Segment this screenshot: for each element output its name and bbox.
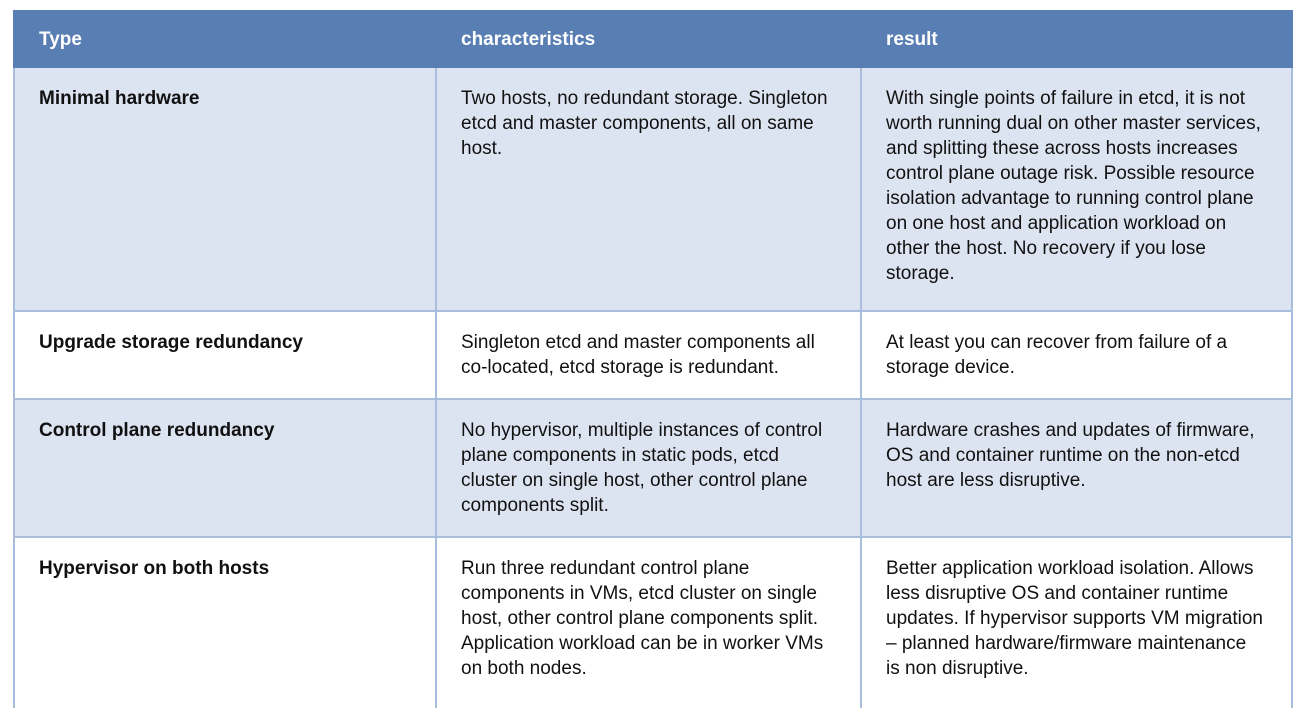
column-header-result: result	[861, 11, 1292, 67]
characteristics-cell: Singleton etcd and master components all co-located, etcd storage is redundant.	[436, 311, 861, 399]
result-cell: Hardware crashes and updates of firmware, OS and container runtime on the non-etcd host are less disruptive.	[861, 399, 1292, 537]
table-row-control-plane-redundancy	[14, 399, 1292, 537]
table-row-upgrade-storage-redundancy	[14, 311, 1292, 399]
type-cell: Control plane redundancy	[14, 399, 436, 537]
table-row-hypervisor-on-both-hosts	[14, 537, 1292, 708]
header-row	[14, 11, 1292, 67]
type-cell: Hypervisor on both hosts	[14, 537, 436, 708]
result-cell: Better application workload isolation. Allows less disruptive OS and container runtime updates. If hypervisor supports VM migration – planned hardware/firmware maintenance is non disruptive.	[861, 537, 1292, 708]
result-cell: With single points of failure in etcd, it is not worth running dual on other master services, and splitting these across hosts increases control plane outage risk. Possible resource isolation advantage to running control plane on one host and application workload on other the host. No recovery if you lose storage.	[861, 67, 1292, 311]
cluster-options-table	[13, 10, 1293, 708]
characteristics-cell: Two hosts, no redundant storage. Singleton etcd and master components, all on same host.	[436, 67, 861, 311]
type-cell: Minimal hardware	[14, 67, 436, 311]
characteristics-cell: Run three redundant control plane components in VMs, etcd cluster on single host, other control plane components split. Application workload can be in worker VMs on both nodes.	[436, 537, 861, 708]
column-header-type: Type	[14, 11, 436, 67]
type-cell: Upgrade storage redundancy	[14, 311, 436, 399]
characteristics-cell: No hypervisor, multiple instances of control plane components in static pods, etcd cluster on single host, other control plane components split.	[436, 399, 861, 537]
column-header-characteristics: characteristics	[436, 11, 861, 67]
result-cell: At least you can recover from failure of a storage device.	[861, 311, 1292, 399]
table-row-minimal-hardware	[14, 67, 1292, 311]
